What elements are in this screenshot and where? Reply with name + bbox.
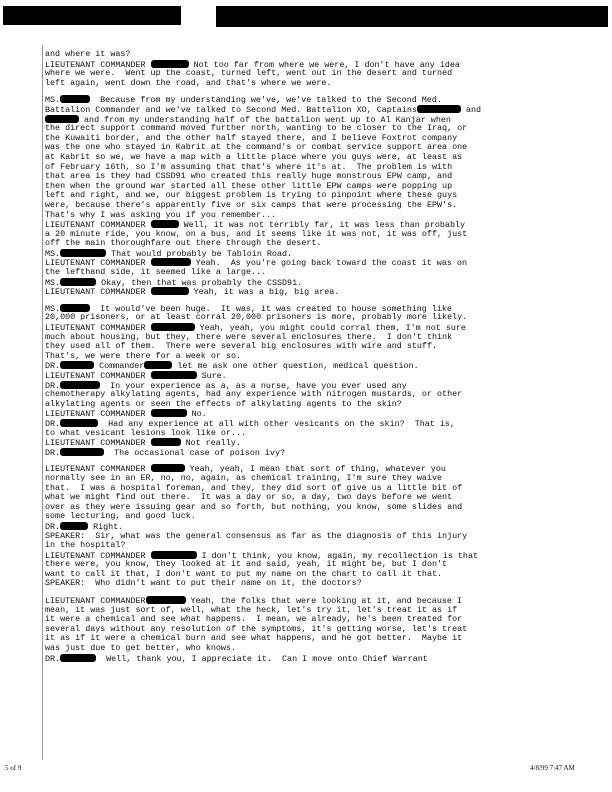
- transcript-text: that area is they had CSSD91 who created this really huge monstrous EPW camp, and: [45, 171, 453, 182]
- redaction-mark: [60, 381, 100, 389]
- transcript-line: [45, 448, 555, 458]
- redaction-mark: [151, 258, 191, 266]
- transcript-line: [45, 352, 555, 362]
- transcript-text: and where it was?: [45, 49, 131, 59]
- redaction-mark: [151, 551, 197, 559]
- paragraph-gap: [45, 457, 555, 464]
- transcript-text: to what vesicant lesions look like or...: [45, 427, 247, 438]
- transcript-text: DR.: [45, 361, 61, 372]
- transcript-text: I don't think, you know, again, my recollection is that: [196, 550, 478, 561]
- transcript-text: there were, you know, they looked at it and said, yeah, it might be, but I don't: [45, 559, 448, 570]
- transcript-text: It would've been huge. It was, it was created to house something like: [90, 303, 452, 314]
- transcript-text: Okay, then that was probably the CSSD91.: [96, 277, 303, 288]
- transcript-text: Not really.: [180, 438, 241, 449]
- transcript-text: Yeah. As you're going back toward the coast it was on: [190, 258, 467, 269]
- redaction-mark: [60, 304, 90, 312]
- transcript-line: [45, 50, 555, 60]
- transcript-text: SPEAKER: Who didn't want to put their name on it, the doctors?: [45, 578, 362, 589]
- transcript-text: DR.: [45, 653, 61, 664]
- transcript-text: MS.: [45, 248, 61, 259]
- transcript-text: LIEUTENANT COMMANDER: [45, 287, 151, 298]
- transcript-text: some lecturing, and good luck.: [45, 511, 196, 522]
- transcript-text: a 20 minute ride, you know, on a bus, and it seems like it was not, it was off, just: [45, 228, 468, 239]
- transcript-text: want to call it that, I don't want to put my name on the chart to call it that.: [45, 568, 443, 579]
- transcript-text: then when the ground war started all these other little EPW camps were popping up: [45, 180, 453, 191]
- transcript-line: [45, 541, 555, 551]
- transcript-text: That's, we were there for a week or so.: [45, 350, 242, 361]
- transcript-text: the lefthand side, it seemed like a large...: [45, 267, 267, 278]
- header-redaction-left: [3, 6, 181, 25]
- transcript-text: left again, went down the road, and that's where we were.: [45, 77, 332, 88]
- transcript-text: much about housing, but they, there were several enclosures there. I don't think: [45, 331, 453, 342]
- transcript-text: Had any experience at all with other vesicants on the skin? That is,: [98, 418, 455, 429]
- header-redaction-right: [216, 6, 608, 27]
- transcript-text: LIEUTENANT COMMANDER: [45, 596, 146, 607]
- transcript-text: and: [460, 104, 482, 115]
- transcript-text: alkylating agents or seen the effects of alkylating agents to the skin?: [45, 398, 402, 409]
- transcript-text: SPEAKER: Sir, what was the general consensus as far as the diagnosis of this injury: [45, 530, 468, 541]
- redaction-mark: [151, 464, 185, 472]
- transcript-text: LIEUTENANT COMMANDER: [45, 371, 151, 381]
- redaction-mark: [151, 220, 179, 228]
- transcript-text: LIEUTENANT COMMANDER: [45, 258, 151, 269]
- transcript-text: Yeah, yeah, you might could corral them, I'm not sure: [194, 323, 466, 334]
- transcript-text: of February 16th, so I'm assuming that that's where it's at. The problem is with: [45, 161, 453, 172]
- transcript-line: [45, 429, 555, 439]
- redaction-mark: [60, 361, 94, 369]
- transcript-text: Not too far from where we were, I don't have any idea: [188, 59, 460, 70]
- print-timestamp: 4/8/99 7:47 AM: [530, 764, 575, 772]
- transcript-text: Because from my understanding we've, we've talked to the Second Med.: [90, 95, 442, 106]
- transcript-text: the direct support command moved further north, wanting to be closer to the Iraq, or: [45, 123, 468, 134]
- redaction-mark: [60, 654, 96, 662]
- transcript-line: [45, 438, 555, 448]
- transcript-line: [45, 79, 555, 89]
- transcript-text: Yeah, yeah, I mean that sort of thing, whatever you: [184, 464, 446, 475]
- transcript-body: [45, 50, 555, 663]
- redaction-mark: [60, 419, 98, 427]
- redaction-mark: [146, 596, 186, 604]
- transcript-line: [45, 287, 555, 297]
- transcript-text: The occasional case of poison ivy?: [104, 447, 286, 458]
- transcript-text: over as they were issuing gear and so forth, but nothing, you know, some slides and: [45, 501, 463, 512]
- transcript-text: mean, it was just sort of, well, what the heck, let's try it, let's treat it as if: [45, 604, 458, 615]
- redaction-mark: [60, 95, 90, 103]
- transcript-text: at Kabrit so we, we have a map with a little place where you guys were, at least as: [45, 151, 463, 162]
- transcript-text: MS.: [45, 277, 61, 288]
- redaction-mark: [151, 371, 197, 379]
- paragraph-gap: [45, 297, 555, 304]
- margin-rule: [42, 45, 43, 760]
- transcript-text: Right.: [88, 521, 124, 532]
- redaction-mark: [60, 249, 106, 257]
- redaction-mark: [45, 115, 79, 123]
- transcript-line: [45, 249, 555, 259]
- transcript-text: Yeah, the folks that were looking at it, and because I: [185, 596, 462, 607]
- transcript-text: and from my understanding half of the battalion went up to Al Kanjar when: [79, 114, 451, 125]
- transcript-text: was just due to get better, who knows.: [45, 643, 236, 654]
- redaction-mark: [144, 361, 172, 369]
- transcript-text: the Kuwaiti border, and the other half stayed there, and I believe Foxtrot company: [45, 132, 458, 143]
- transcript-text: 20,000 prisoners, or at least corral 20,000 prisoners is more, probably more likely.: [45, 312, 468, 323]
- transcript-text: left and right, and we, our biggest problem is trying to pinpoint where these guys: [45, 190, 458, 201]
- transcript-line: [45, 512, 555, 522]
- redaction-mark: [151, 287, 189, 295]
- page-number: 5 of 9: [5, 764, 22, 772]
- transcript-line: [45, 313, 555, 323]
- transcript-text: Commander: [94, 361, 145, 372]
- transcript-text: LIEUTENANT COMMANDER: [45, 323, 151, 334]
- transcript-line: [45, 268, 555, 278]
- transcript-text: LIEUTENANT COMMANDER: [45, 438, 151, 449]
- redaction-mark: [60, 448, 104, 456]
- transcript-text: it were a chemical and see what happens. I mean, we already, he's been treated for: [45, 614, 463, 625]
- transcript-line: [45, 409, 555, 419]
- transcript-text: LIEUTENANT COMMANDER: [45, 59, 151, 70]
- transcript-line: [45, 361, 555, 371]
- transcript-text: DR.: [45, 380, 61, 391]
- transcript-text: In your experience as a, as a nurse, have you ever used any: [100, 380, 407, 391]
- transcript-text: Well, it was not terribly far, it was less than probably: [178, 220, 466, 231]
- transcript-text: DR.: [45, 447, 61, 458]
- transcript-text: was the one who stayed in Kabrit at the command's or combat service support area one: [45, 142, 468, 153]
- redaction-mark: [151, 60, 189, 68]
- transcript-text: it as if it were a chemical burn and see what happens, and he got better. Maybe it: [45, 633, 463, 644]
- transcript-text: they used all of them. There were several big enclosures with wire and stuff.: [45, 341, 438, 352]
- paragraph-gap: [45, 88, 555, 95]
- transcript-text: where we were. Went up the coast, turned left, went out in the desert and turned: [45, 68, 453, 79]
- transcript-text: Yeah, it was a big, big area.: [188, 287, 340, 298]
- transcript-text: LIEUTENANT COMMANDER: [45, 220, 151, 231]
- transcript-text: chemotherapy alkylating agents, had any experience with nitrogen mustards, or other: [45, 389, 463, 400]
- transcript-line: [45, 239, 555, 249]
- transcript-text: that. I was a hospital foreman, and they, they did sort of give us a little bit of: [45, 482, 463, 493]
- redaction-mark: [151, 323, 195, 331]
- transcript-text: let me ask one other question, medical question.: [172, 361, 419, 372]
- redaction-mark: [60, 278, 96, 286]
- redaction-mark: [417, 105, 461, 113]
- transcript-text: several days without any resolution of the symptoms, it's getting worse, let's treat: [45, 623, 468, 634]
- redaction-mark: [60, 522, 88, 530]
- transcript-line: [45, 644, 555, 654]
- transcript-text: were, because there's apparently five or six camps that were processing the EPW's.: [45, 199, 458, 210]
- transcript-line: [45, 211, 555, 221]
- transcript-text: DR.: [45, 521, 61, 532]
- transcript-line: [45, 654, 555, 664]
- transcript-text: MS.: [45, 303, 61, 314]
- transcript-text: No.: [186, 409, 207, 420]
- transcript-line: [45, 105, 555, 115]
- paragraph-gap: [45, 589, 555, 596]
- transcript-text: in the hospital?: [45, 540, 126, 551]
- transcript-text: off the main thoroughfare out there through the desert.: [45, 238, 322, 249]
- transcript-text: That would probably be Tabloin Road.: [106, 248, 293, 259]
- transcript-line: [45, 371, 555, 381]
- transcript-line: [45, 400, 555, 410]
- transcript-text: LIEUTENANT COMMANDER: [45, 409, 151, 420]
- transcript-line: [45, 278, 555, 288]
- transcript-text: Battalion Commander and we've talked to Second Med. Battalion XO, Captains: [45, 104, 417, 115]
- transcript-text: That's why I was asking you if you remember...: [45, 209, 277, 220]
- redaction-mark: [151, 409, 187, 417]
- transcript-line: [45, 579, 555, 589]
- transcript-text: LIEUTENANT COMMANDER: [45, 550, 151, 561]
- transcript-text: LIEUTENANT COMMANDER: [45, 464, 151, 475]
- redaction-mark: [151, 438, 181, 446]
- transcript-text: MS.: [45, 95, 61, 106]
- transcript-text: Well, thank you, I appreciate it. Can I move onto Chief Warrant: [96, 653, 428, 664]
- transcript-line: [45, 95, 555, 105]
- transcript-text: DR.: [45, 418, 61, 429]
- transcript-text: Sure.: [196, 371, 227, 381]
- transcript-text: what we might find out there. It was a day or so, a day, two days before we went: [45, 492, 453, 503]
- transcript-text: normally see in an ER, no, no, again, as chemical training, I'm sure they waive: [45, 472, 443, 483]
